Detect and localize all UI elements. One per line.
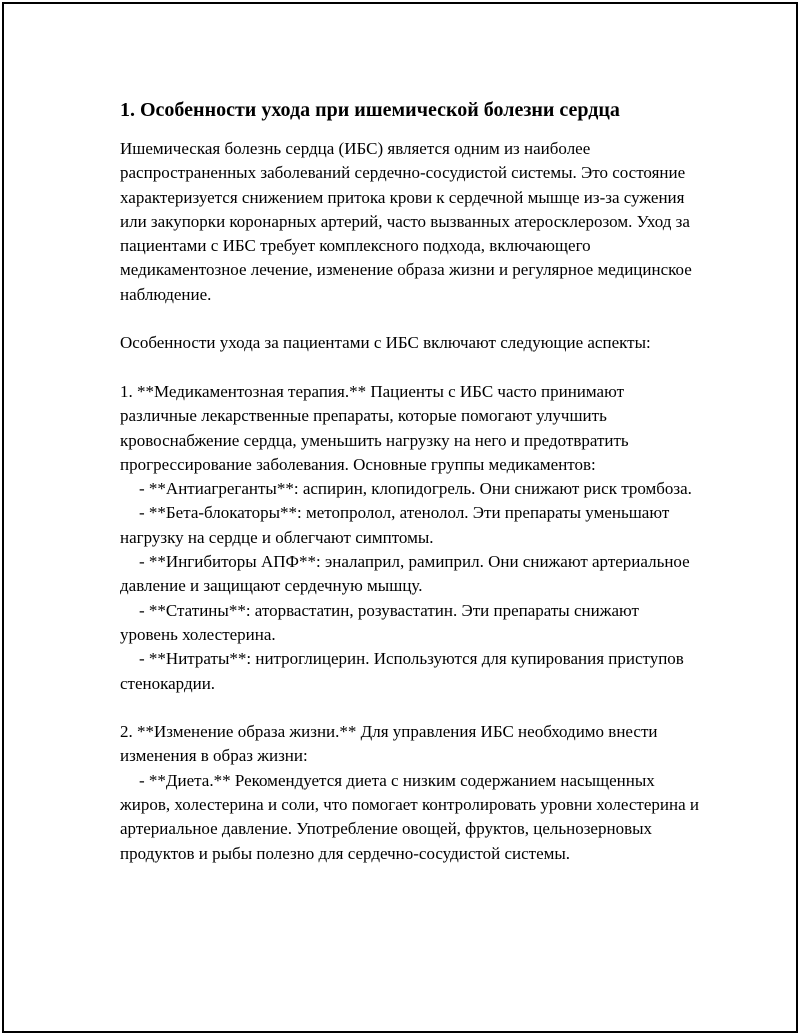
sub-item-nitrates (120, 647, 700, 696)
paragraph-gap (120, 356, 700, 380)
sub-item-text: - **Диета.** Рекомендуется диета с низким содержанием насыщенных жиров, холестерина и соли, что помогает контролировать уровни холестерина и артериальное давление. Употребление овощей, фруктов, цельнозерновых продуктов и рыбы полезно для сердечно-сосудистой системы. (120, 770, 699, 863)
list-item-medication: 1. **Медикаментозная терапия.** Пациенты с ИБС часто принимают различные лекарственные препараты, которые помогают улучшить кровоснабжение сердца, уменьшить нагрузку на него и предотвратить прогрессирование заболевания. Основные группы медикаментов: (120, 381, 629, 474)
section-heading: 1. Особенности ухода при ишемической болезни сердца (120, 99, 620, 121)
sub-item-statins (120, 599, 700, 648)
sub-item-antiplatelets (120, 477, 700, 501)
sub-item-text: - **Нитраты**: нитроглицерин. Используются для купирования приступов стенокардии. (120, 649, 684, 693)
document-content (120, 97, 700, 866)
list-item-lifestyle: 2. **Изменение образа жизни.** Для управления ИБС необходимо внести изменения в образ жизни: (120, 722, 658, 766)
aspects-intro-paragraph: Особенности ухода за пациентами с ИБС включают следующие аспекты: (120, 333, 651, 353)
paragraph-gap (120, 696, 700, 720)
sub-item-text: - **Статины**: аторвастатин, розувастатин. Эти препараты снижают уровень холестерина. (120, 600, 639, 644)
sub-item-ace-inhibitors (120, 550, 700, 599)
sub-item-text: - **Бета-блокаторы**: метопролол, атенолол. Эти препараты уменьшают нагрузку на сердце и облегчают симптомы. (120, 503, 670, 547)
intro-paragraph: Ишемическая болезнь сердца (ИБС) является одним из наиболее распространенных заболеваний сердечно-сосудистой системы. Это состояние характеризуется снижением притока крови к сердечной мышце из-за сужения или закупорки коронарных артерий, часто вызванных атеросклерозом. Уход за пациентами с ИБС требует комплексного подхода, включающего медикаментозное лечение, изменение образа жизни и регулярное медицинское наблюдение. (120, 139, 692, 304)
sub-item-beta-blockers (120, 501, 700, 550)
sub-item-diet (120, 769, 700, 866)
document-page (2, 2, 798, 1033)
sub-item-text: - **Ингибиторы АПФ**: эналаприл, рамиприл. Они снижают артериальное давление и защищают сердечную мышцу. (120, 552, 690, 596)
sub-item-text: - **Антиагреганты**: аспирин, клопидогрель. Они снижают риск тромбоза. (139, 479, 692, 499)
paragraph-gap (120, 307, 700, 331)
